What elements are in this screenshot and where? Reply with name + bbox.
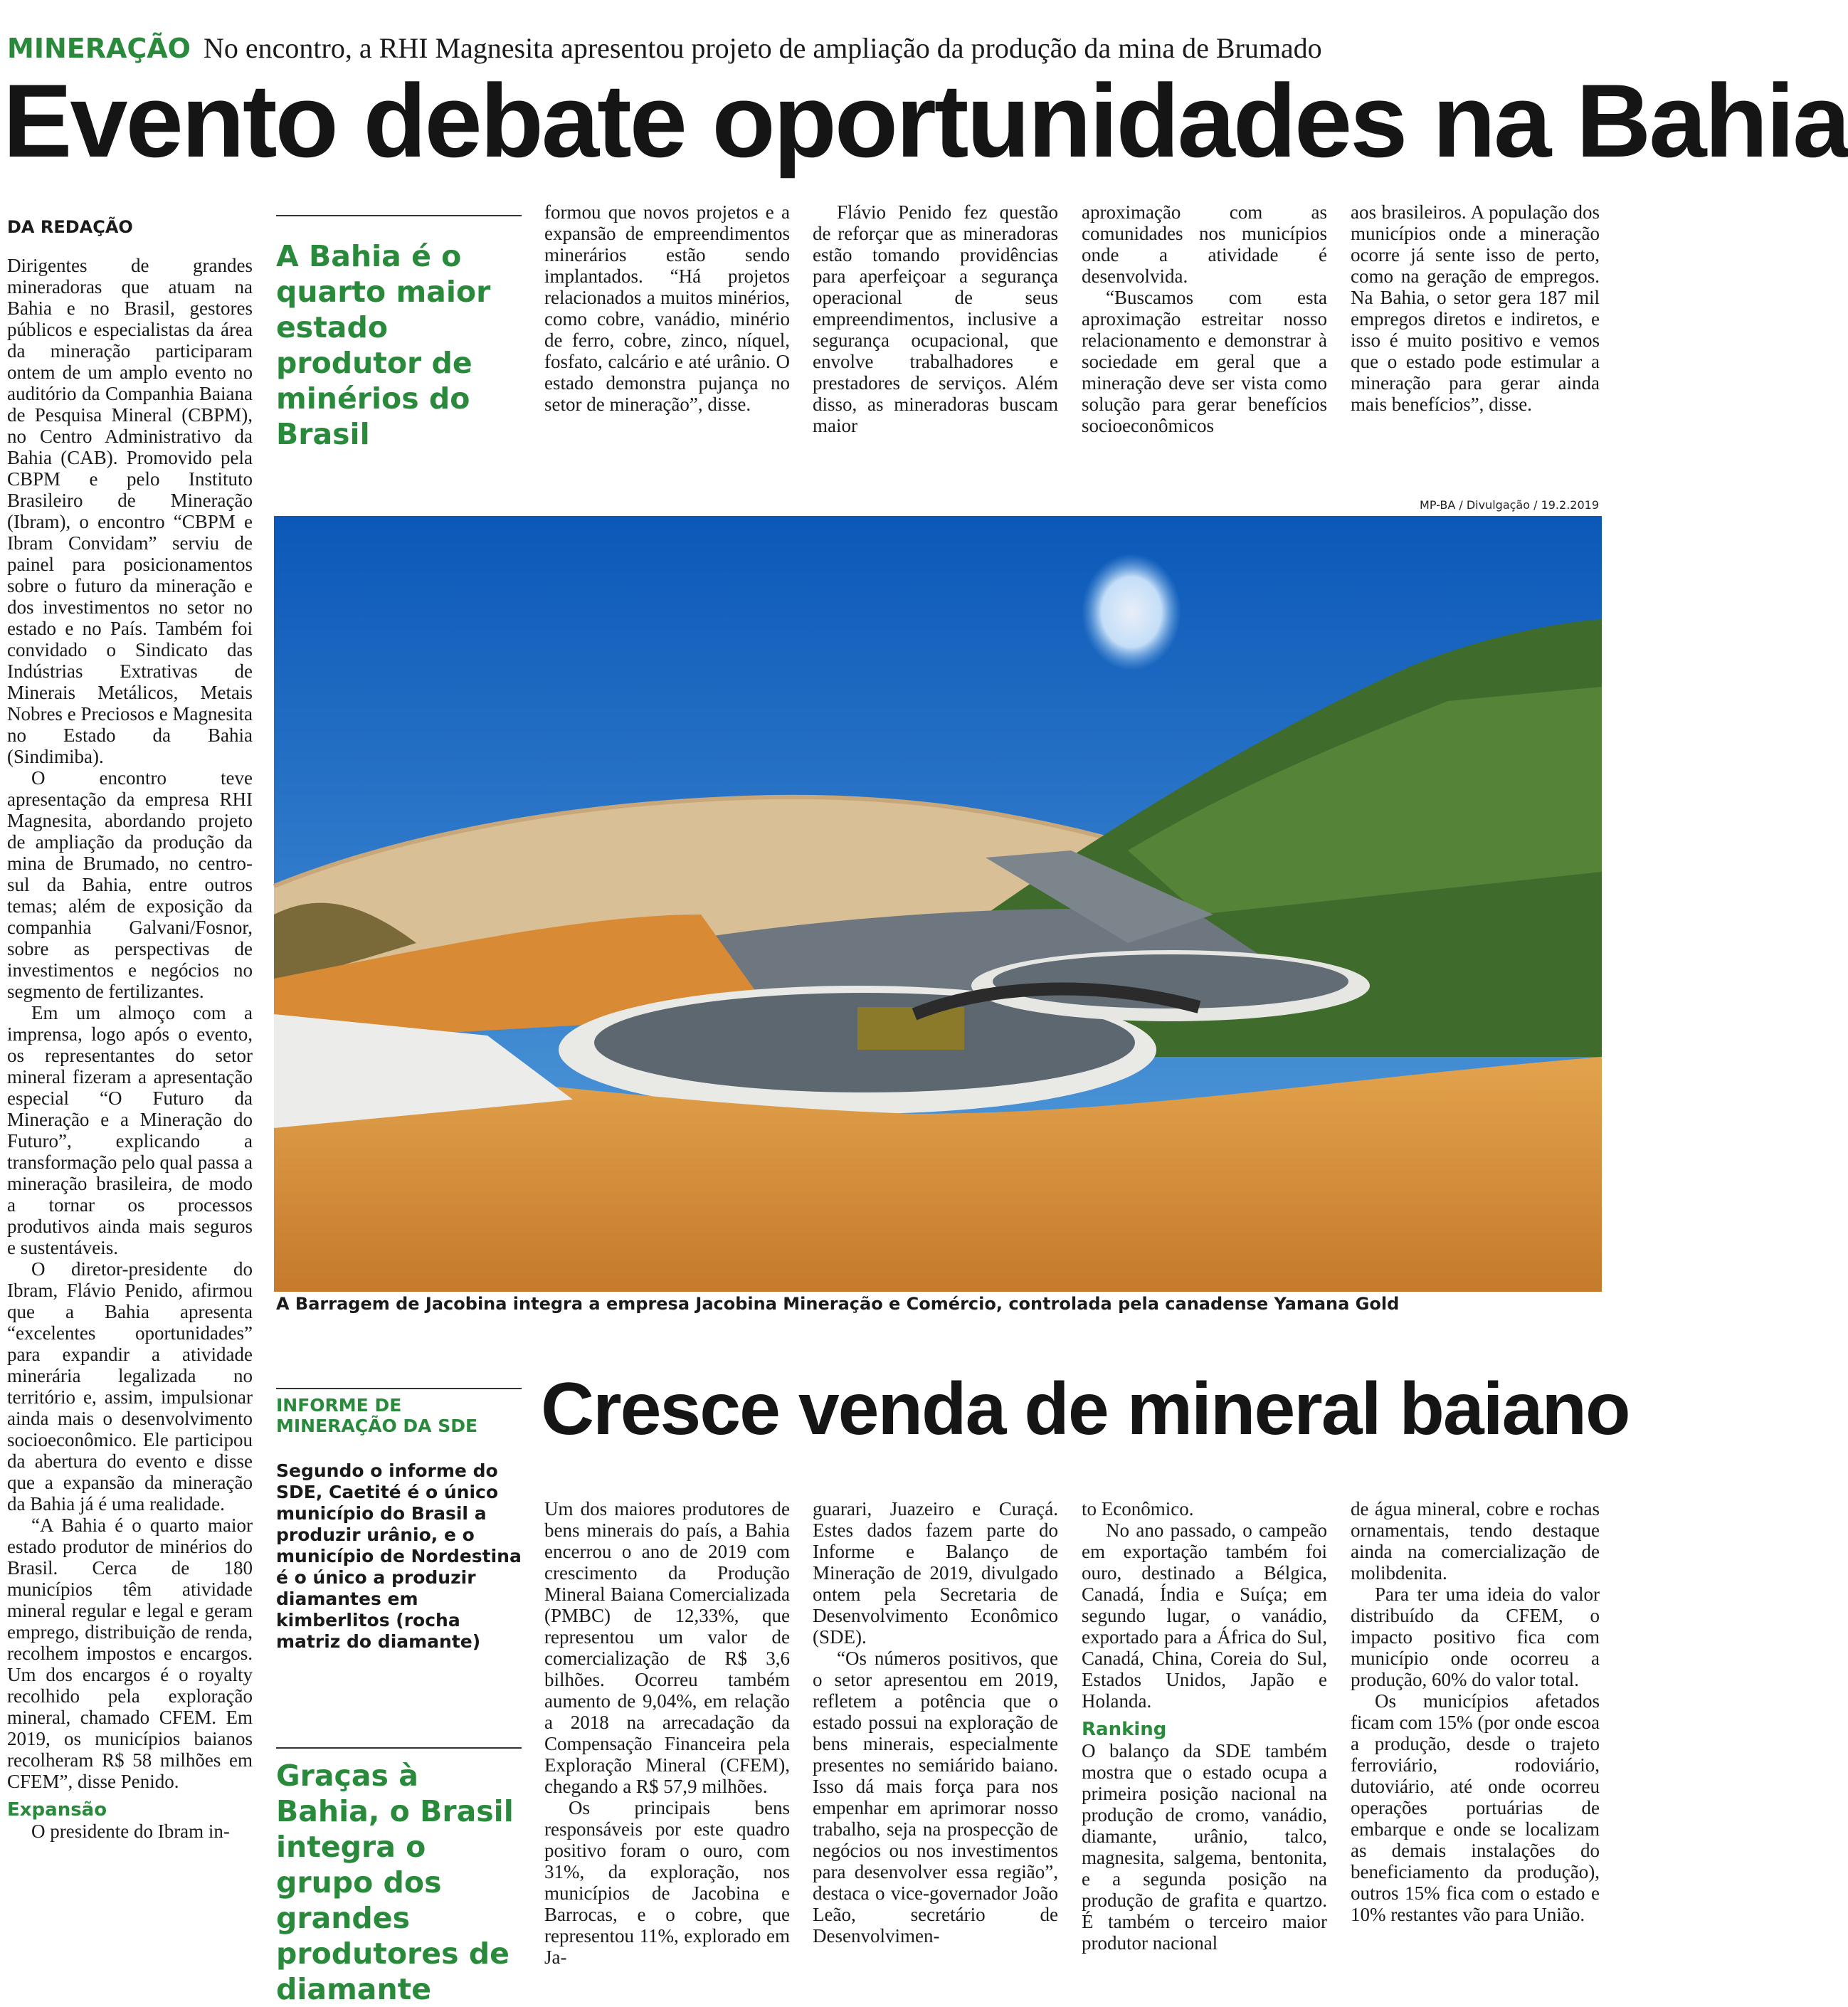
pull-quote: A Bahia é o quarto maior estado produtor de minérios do Brasil (276, 239, 491, 451)
article-column-3 (544, 201, 790, 415)
paragraph: aproximação com as comunidades nos municípios onde a atividade é desenvolvida. (1082, 201, 1327, 287)
article2-column-4 (1351, 1498, 1600, 1925)
paragraph: O balanço da SDE também mostra que o estado ocupa a primeira posição nacional na produção de cromo, vanádio, diamante, urânio, talco, magnesita, salgema, bentonita, e a segunda posição na produção de grafita e quartzo. É também o terceiro maior produtor nacional (1082, 1740, 1327, 1954)
article2-column-1 (544, 1498, 790, 1968)
divider (276, 215, 522, 216)
article-column-5 (1082, 201, 1327, 436)
paragraph: aos brasileiros. A população dos municípios onde a mineração ocorre já sente isso de perto, como na geração de empregos. Na Bahia, o setor gera 187 mil empregos diretos e indiretos, e isso é muito positivo e vemos que o estado pode estimular a mineração para gerar ainda mais benefícios”, disse. (1351, 201, 1600, 415)
paragraph: “A Bahia é o quarto maior estado produtor de minérios do Brasil. Cerca de 180 municípios têm atividade mineral regular e legal e geram emprego, distribuição de renda, recolhem impostos e encargos. Um dos encargos é o royalty recolhido pela exploração mineral, chamado CFEM. Em 2019, os municípios baianos recolheram R$ 58 milhões em CFEM”, disse Penido. (7, 1515, 253, 1792)
sidebar-label (276, 1395, 490, 1436)
paragraph: “Os números positivos, que o setor apresentou em 2019, refletem a potência que o estado possui na exploração de bens minerais, especialmente presentes no semiárido baiano. Isso dá mais força para nos empenhar em aprimorar nosso trabalho, seja na prospecção de negócios ou nos investimentos para desenvolver essa região”, destaca o vice-governador João Leão, secretário de Desenvolvimen- (813, 1648, 1058, 1947)
paragraph: O diretor-presidente do Ibram, Flávio Penido, afirmou que a Bahia apresenta “excelentes oportunidades” para expandir a atividade minerária legalizada no território e, assim, impulsionar ainda mais o desenvolvimento socioeconômico. Ele participou da abertura do evento e disse que a expansão da mineração da Bahia já é uma realidade. (7, 1258, 253, 1515)
paragraph: de água mineral, cobre e rochas ornamentais, tendo destaque ainda na comercialização de molibdenita. (1351, 1498, 1600, 1584)
article2-column-3 (1082, 1498, 1327, 1954)
article-column-4 (813, 201, 1058, 436)
dam-photo-illustration (274, 516, 1602, 1292)
paragraph: No ano passado, o campeão em exportação também foi ouro, destinado a Bélgica, Canadá, Índia e Suíça; em segundo lugar, o vanádio, exportado para a África do Sul, Canadá, China, Coreia do Sul, Estados Unidos, Japão e Holanda. (1082, 1519, 1327, 1712)
dam-photo (274, 516, 1602, 1292)
paragraph: Um dos maiores produtores de bens minerais do país, a Bahia encerrou o ano de 2019 com crescimento da Produção Mineral Baiana Comercializada (PMBC) de 12,33%, que representou um valor de comercialização de R$ 3,6 bilhões. Ocorreu também aumento de 9,04%, em relação a 2018 na arrecadação da Compensação Financeira pela Exploração Mineral (CFEM), chegando a R$ 57,9 milhões. (544, 1498, 790, 1797)
subhead-expansao: Expansão (7, 1799, 107, 1821)
paragraph: Os municípios afetados ficam com 15% (por onde escoa a produção, desde o trajeto ferroviário, rodoviário, dutoviário, até onde ocorreu operações portuárias de embarque e onde se localizam as demais instalações do beneficiamento da produção), outros 15% fica com o estado e 10% restantes vão para União. (1351, 1690, 1600, 1925)
kicker-text: No encontro, a RHI Magnesita apresentou projeto de ampliação da produção da mina de Brumado (203, 32, 1322, 64)
main-headline: Evento debate oportunidades na Bahia (3, 63, 1848, 179)
paragraph: Flávio Penido fez questão de reforçar que as mineradoras estão tomando providências para aperfeiçoar a segurança operacional de seus empreendimentos, inclusive a segurança ocupacional, que envolve trabalhadores e prestadores de serviços. Além disso, as mineradoras buscam maior (813, 201, 1058, 436)
paragraph: Para ter uma ideia do valor distribuído da CFEM, o impacto positivo fica com município onde ocorreu a produção, 60% do valor total. (1351, 1584, 1600, 1690)
article-column-1 (7, 255, 253, 1842)
paragraph: O encontro teve apresentação da empresa RHI Magnesita, abordando projeto de ampliação da produção da mina de Brumado, no centro-sul da Bahia, entre outros temas; além de exposição da companhia Galvani/Fosnor, sobre as perspectivas de investimentos e negócios no segmento de fertilizantes. (7, 767, 253, 1002)
pull-quote-2: Graças à Bahia, o Brasil integra o grupo dos grandes produtores de diamante (276, 1759, 514, 2006)
paragraph: to Econômico. (1082, 1498, 1194, 1519)
sidebar-label-text: INFORME DE MINERAÇÃO DA SDE (276, 1395, 478, 1436)
divider (276, 1747, 522, 1749)
paragraph: formou que novos projetos e a expansão de empreendimentos minerários estão sendo implantados. “Há projetos relacionados a muitos minérios, como cobre, vanádio, minério de ferro, cobre, zinco, níquel, fosfato, calcário e até urânio. O estado demonstra pujança no setor de mineração”, disse. (544, 201, 790, 415)
paragraph: O presidente do Ibram in- (31, 1821, 230, 1842)
article2-column-2 (813, 1498, 1058, 1947)
paragraph: Dirigentes de grandes mineradoras que atuam na Bahia e no Brasil, gestores públicos e especialistas da área da mineração participaram ontem de um amplo evento no auditório da Companhia Baiana de Pesquisa Mineral (CBPM), no Centro Administrativo da Bahia (CAB). Promovido pela CBPM e pelo Instituto Brasileiro de Mineração (Ibram), o encontro “CBPM e Ibram Convidam” serviu de painel para posicionamentos sobre o futuro da mineração e dos investimentos no setor no estado e no País. Também foi convidado o Sindicato das Indústrias Extrativas de Minerais Metálicos, Metais Nobres e Preciosos e Magnesita no Estado da Bahia (Sindimiba). (7, 255, 253, 767)
paragraph: guarari, Juazeiro e Curaçá. Estes dados fazem parte do Informe e Balanço de Mineração de 2019, divulgado ontem pela Secretaria de Desenvolvimento Econômico (SDE). (813, 1498, 1058, 1648)
photo-caption: A Barragem de Jacobina integra a empresa Jacobina Mineração e Comércio, controlada pela canadense Yamana Gold (276, 1294, 1400, 1314)
byline: DA REDAÇÃO (7, 217, 133, 237)
paragraph: Em um almoço com a imprensa, logo após o evento, os representantes do setor mineral fizeram a apresentação especial “O Futuro da Mineração e a Mineração do Futuro”, explicando a transformação pelo qual passa a mineração brasileira, de modo a tornar os processos produtivos ainda mais seguros e sustentáveis. (7, 1002, 253, 1258)
second-headline: Cresce venda de mineral baiano (541, 1368, 1630, 1450)
photo-credit: MP-BA / Divulgação / 19.2.2019 (1420, 498, 1599, 512)
sidebar-text: Segundo o informe do SDE, Caetité é o único município do Brasil a produzir urânio, e o município de Nordestina é o único a produzir diamantes em kimberlitos (rocha matriz do diamante) (276, 1460, 522, 1652)
subhead-ranking: Ranking (1082, 1719, 1167, 1740)
paragraph: Os principais bens responsáveis por este quadro positivo foram o ouro, com 31%, da exploração, nos municípios de Jacobina e Barrocas, e o cobre, que representou 11%, explorado em Ja- (544, 1797, 790, 1968)
article-column-6 (1351, 201, 1600, 415)
divider (276, 1388, 522, 1389)
paragraph: “Buscamos com esta aproximação estreitar nosso relacionamento e demonstrar à sociedade em geral que a mineração deve ser vista como solução para gerar benefícios socioeconômicos (1082, 287, 1327, 436)
section-label: MINERAÇÃO (7, 33, 191, 64)
